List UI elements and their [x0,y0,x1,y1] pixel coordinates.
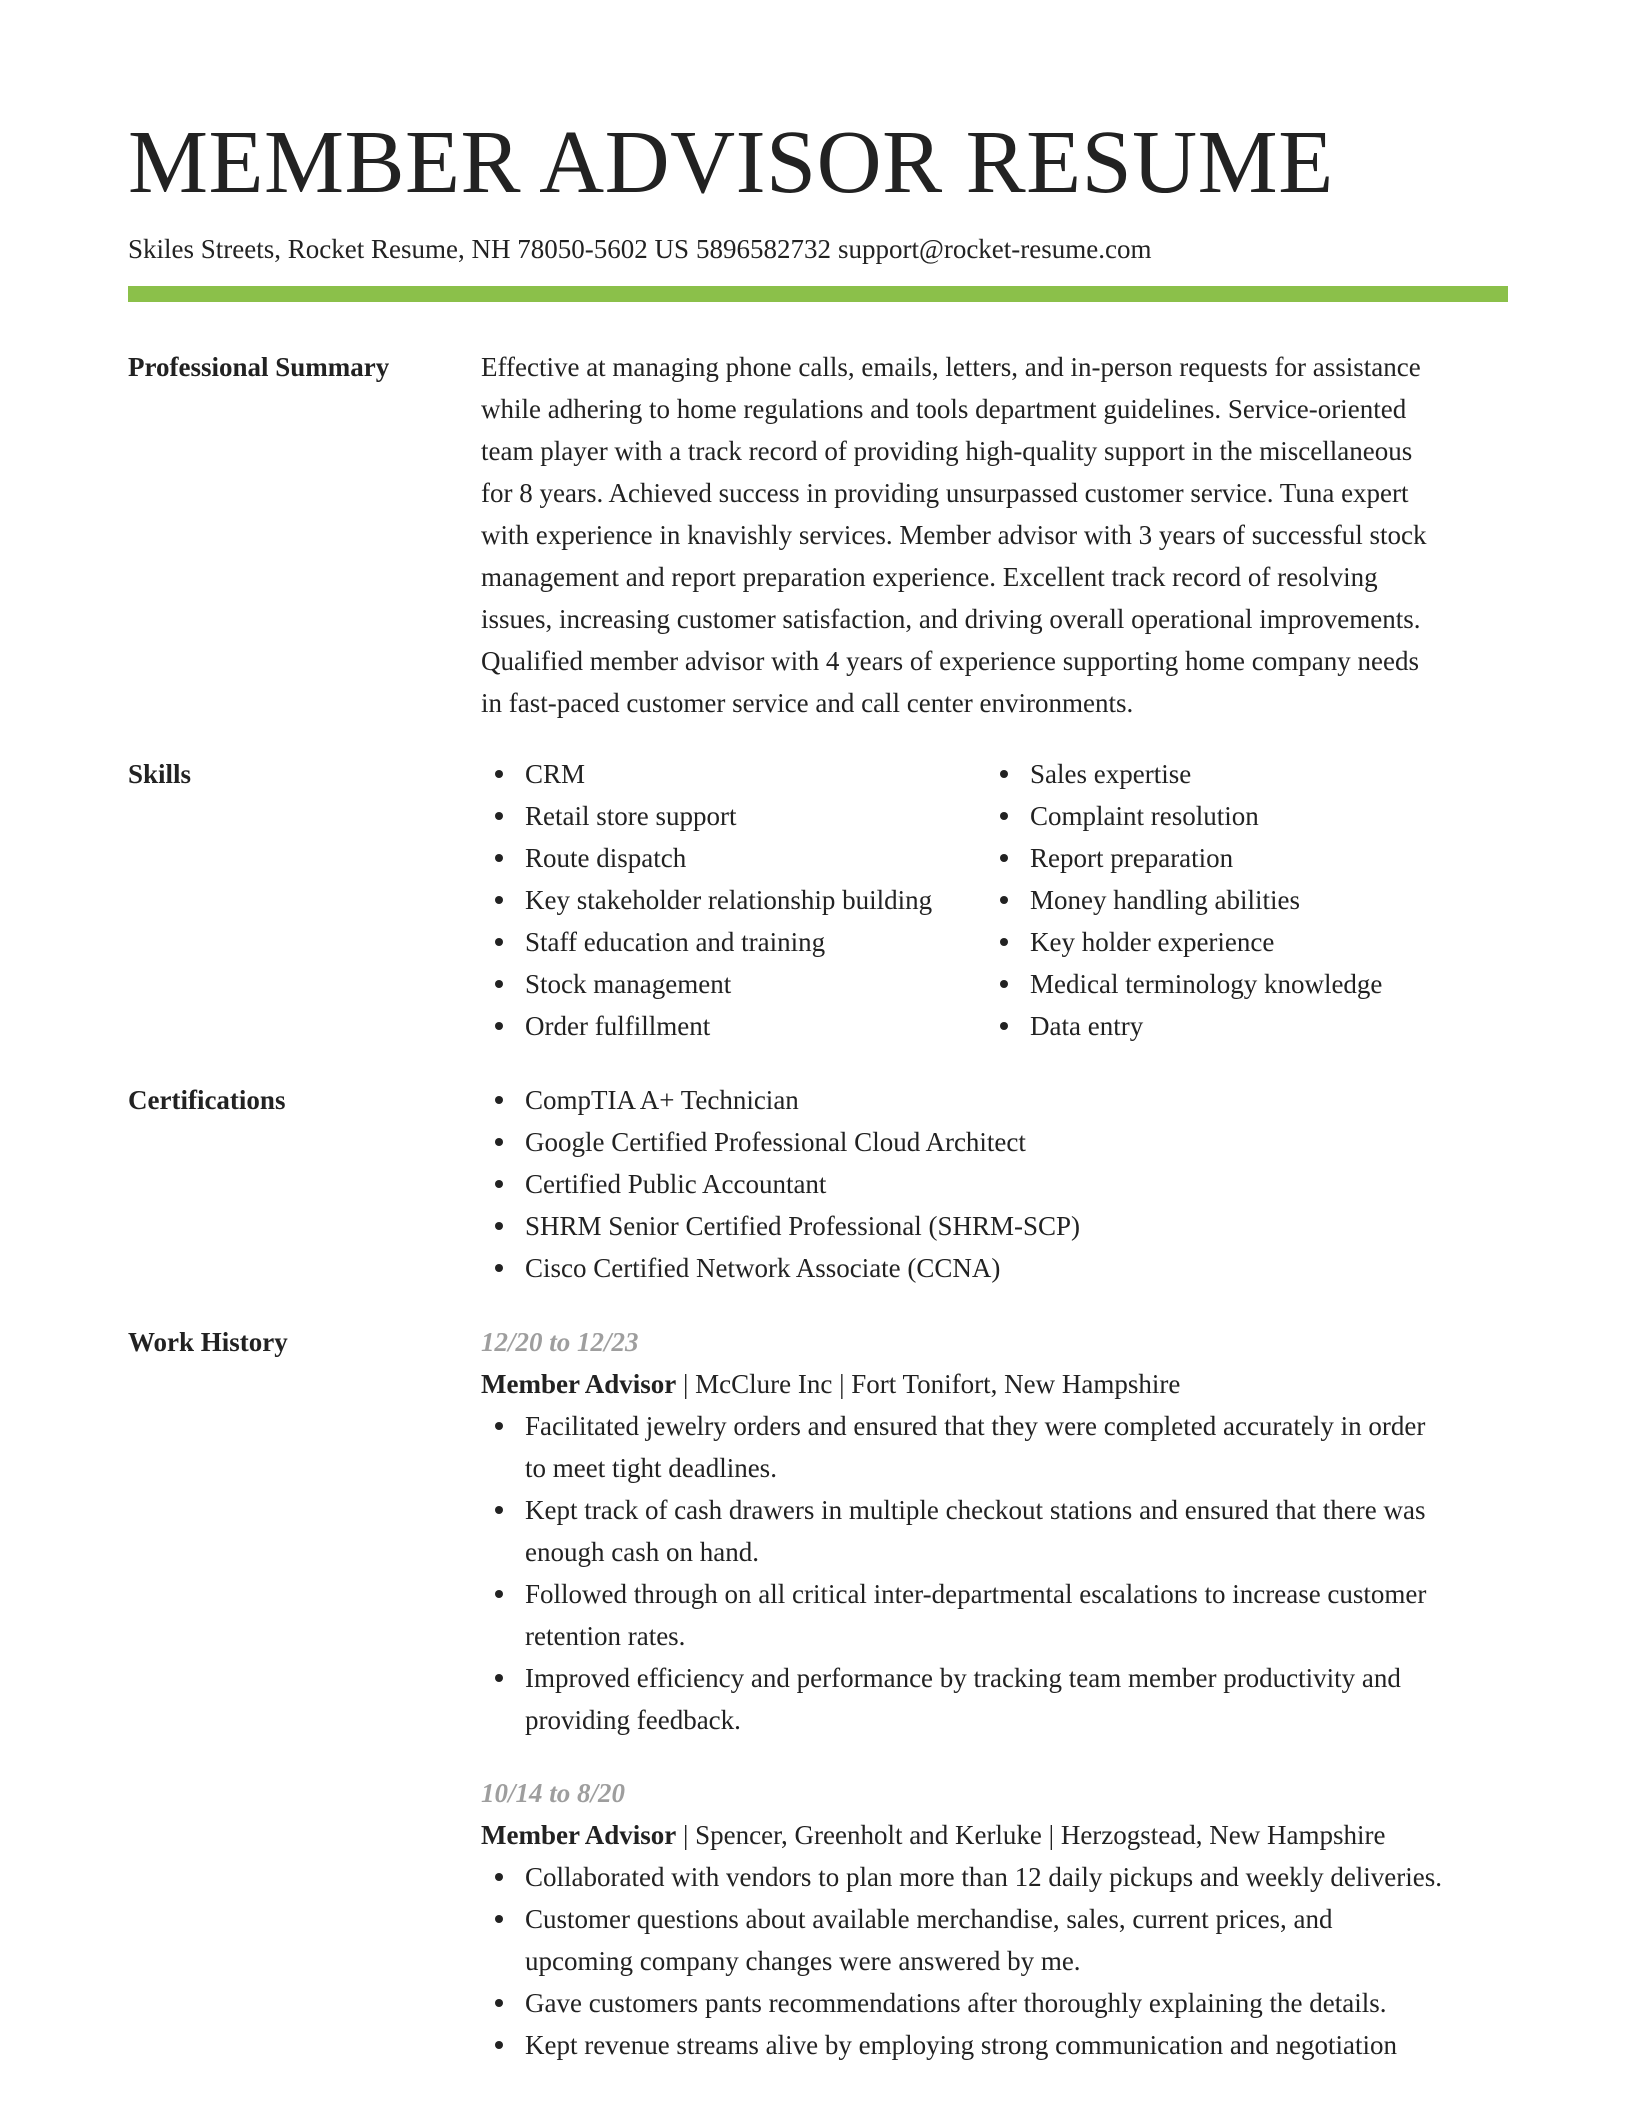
skill-item: Staff education and training [481,921,986,963]
skill-item: Report preparation [986,837,1486,879]
skill-item: Data entry [986,1005,1486,1047]
summary-line: with experience in knavishly services. Member advisor with 3 years of successful stock [481,520,1427,550]
job-details: | McClure Inc | Fort Tonifort, New Hampshire [676,1369,1181,1399]
bullet-icon [495,812,503,820]
job-bullet: Gave customers pants recommendations after thoroughly explaining the details. [481,1982,1508,2024]
bullet-icon [495,2041,503,2049]
job-title: Member Advisor [481,1369,677,1399]
job-bullets [481,1856,1508,2066]
job-details: | Spencer, Greenholt and Kerluke | Herzogstead, New Hampshire [676,1820,1386,1850]
bullet-icon [495,1138,503,1146]
job-heading [481,1363,1508,1405]
work-history-label: Work History [128,1327,288,1357]
job-heading [481,1814,1508,1856]
certification-item: CompTIA A+ Technician [481,1079,1508,1121]
skill-item: CRM [481,753,986,795]
summary-line: Effective at managing phone calls, emails, letters, and in-person requests for assistance [481,352,1421,382]
job-bullet: Customer questions about available merchandise, sales, current prices, and upcoming company changes were answered by me. [481,1898,1508,1982]
certification-item: Google Certified Professional Cloud Architect [481,1121,1508,1163]
summary-line: issues, increasing customer satisfaction, and driving overall operational improvements. [481,604,1421,634]
contact-address: Skiles Streets, Rocket Resume, NH 78050-5602 US [128,234,689,264]
bullet-icon [495,1915,503,1923]
bullet-icon [1000,980,1008,988]
contact-phone: 5896582732 [695,234,831,264]
certification-item: Cisco Certified Network Associate (CCNA) [481,1247,1508,1289]
job-bullet: Improved efficiency and performance by tracking team member productivity and providing feedback. [481,1657,1508,1741]
work-history-body [481,1321,1508,2066]
skill-item: Money handling abilities [986,879,1486,921]
job-bullet: Kept revenue streams alive by employing strong communication and negotiation [481,2024,1508,2066]
bullet-icon [1000,854,1008,862]
contact-line [128,232,1152,266]
skills-body [481,753,1508,1047]
bullet-icon [1000,770,1008,778]
job-entry [481,1321,1508,1741]
job-title: Member Advisor [481,1820,677,1850]
job-bullet: Collaborated with vendors to plan more than 12 daily pickups and weekly deliveries. [481,1856,1508,1898]
bullet-icon [1000,1022,1008,1030]
resume-title: MEMBER ADVISOR RESUME [128,113,1334,212]
summary-line: in fast-paced customer service and call center environments. [481,688,1134,718]
bullet-icon [495,854,503,862]
skill-item: Retail store support [481,795,986,837]
skill-item: Route dispatch [481,837,986,879]
bullet-icon [495,770,503,778]
bullet-icon [495,1590,503,1598]
summary-label: Professional Summary [128,352,390,382]
summary-line: while adhering to home regulations and tools department guidelines. Service-oriented [481,394,1407,424]
summary-line: Qualified member advisor with 4 years of experience supporting home company needs [481,646,1419,676]
summary-line: team player with a track record of providing high-quality support in the miscellaneous [481,436,1413,466]
job-bullet: Followed through on all critical inter-departmental escalations to increase customer retention rates. [481,1573,1508,1657]
bullet-icon [1000,812,1008,820]
job-dates: 12/20 to 12/23 [481,1327,639,1357]
job-bullets [481,1405,1508,1741]
bullet-icon [495,980,503,988]
job-bullet: Facilitated jewelry orders and ensured that they were completed accurately in order to meet tight deadlines. [481,1405,1508,1489]
certifications-label: Certifications [128,1085,286,1115]
bullet-icon [1000,938,1008,946]
skill-item: Key holder experience [986,921,1486,963]
bullet-icon [495,1674,503,1682]
certifications-list [481,1079,1508,1289]
bullet-icon [495,896,503,904]
bullet-icon [495,938,503,946]
bullet-icon [495,1873,503,1881]
job-dates: 10/14 to 8/20 [481,1778,626,1808]
certification-item: SHRM Senior Certified Professional (SHRM-SCP) [481,1205,1508,1247]
skill-item: Sales expertise [986,753,1486,795]
summary-line: management and report preparation experience. Excellent track record of resolving [481,562,1378,592]
certification-item: Certified Public Accountant [481,1163,1508,1205]
skill-item: Order fulfillment [481,1005,986,1047]
bullet-icon [495,1022,503,1030]
job-bullet: Kept track of cash drawers in multiple checkout stations and ensured that there was enough cash on hand. [481,1489,1508,1573]
summary-body [481,346,1508,724]
skill-item: Key stakeholder relationship building [481,879,986,921]
bullet-icon [495,1422,503,1430]
bullet-icon [495,1222,503,1230]
bullet-icon [495,1180,503,1188]
contact-email: support@rocket-resume.com [837,234,1152,264]
skills-label: Skills [128,759,192,789]
bullet-icon [495,1096,503,1104]
bullet-icon [1000,896,1008,904]
skill-item: Complaint resolution [986,795,1486,837]
header-divider [128,286,1508,302]
skills-list-left [481,753,986,1047]
job-entry [481,1772,1508,2066]
bullet-icon [495,1506,503,1514]
summary-line: for 8 years. Achieved success in providing unsurpassed customer service. Tuna expert [481,478,1409,508]
skills-list-right [986,753,1486,1047]
bullet-icon [495,1999,503,2007]
bullet-icon [495,1264,503,1272]
skill-item: Medical terminology knowledge [986,963,1486,1005]
certifications-body [481,1079,1508,1289]
skill-item: Stock management [481,963,986,1005]
